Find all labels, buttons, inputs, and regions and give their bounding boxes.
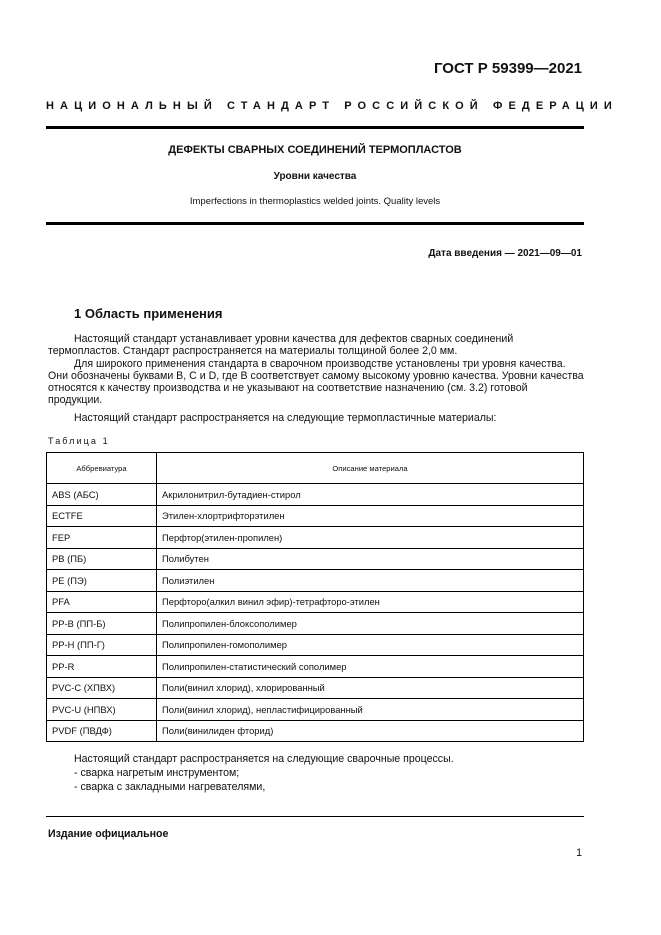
- footer-rule: [46, 816, 584, 817]
- processes-intro-text: Настоящий стандарт распространяется на следующие сварочные процессы.: [74, 753, 454, 765]
- document-title: ДЕФЕКТЫ СВАРНЫХ СОЕДИНЕНИЙ ТЕРМОПЛАСТОВ: [168, 144, 462, 156]
- table-row: [47, 591, 584, 613]
- page-number: 1: [576, 847, 582, 859]
- table-row: [47, 527, 584, 549]
- paragraph-scope-1: [48, 333, 584, 357]
- list-item: [48, 780, 454, 794]
- cell-description: Поли(винил хлорид), непластифицированный: [157, 699, 584, 721]
- table-header-row: [47, 453, 584, 484]
- paragraph-text: Настоящий стандарт распространяется на следующие термопластичные материалы:: [74, 412, 497, 424]
- list-item-text: - сварка с закладными нагревателями,: [74, 781, 266, 793]
- cell-abbreviation: PVC-U (НПВХ): [47, 699, 157, 721]
- table-row: [47, 613, 584, 635]
- standard-number: ГОСТ Р 59399—2021: [433, 60, 582, 77]
- cell-description: Этилен-хлортрифторэтилен: [157, 505, 584, 527]
- document-subtitle: Уровни качества: [273, 171, 357, 182]
- table-row: [47, 548, 584, 570]
- header-rule-top: [46, 126, 584, 129]
- national-standard-header: НАЦИОНАЛЬНЫЙ СТАНДАРТ РОССИЙСКОЙ ФЕДЕРАЦИИ: [46, 100, 618, 112]
- table-row: [47, 570, 584, 592]
- header-rule-bottom: [46, 222, 584, 225]
- header-abbreviation: Аббревиатура: [47, 453, 157, 484]
- section-heading: 1 Область применения: [74, 306, 223, 321]
- cell-description: Перфторо(алкил винил эфир)-тетрафторо-этилен: [157, 591, 584, 613]
- table-row: [47, 505, 584, 527]
- paragraph-scope-2: [48, 358, 584, 406]
- paragraph-text: Для широкого применения стандарта в сварочном производстве установлены три уровня качества. Они обозначены буквами B, C и D, где B соответствует самому высокому уровню качества. Уровни качества относятся к качеству производства и не указывают на соответствие назначению (см. 3.2) готовой продукции.: [48, 358, 584, 406]
- processes-intro: [48, 752, 454, 766]
- cell-abbreviation: PVDF (ПВДФ): [47, 720, 157, 742]
- header-description: Описание материала: [157, 453, 584, 484]
- table-row: [47, 484, 584, 506]
- cell-abbreviation: PP-H (ПП-Г): [47, 634, 157, 656]
- table-row: [47, 677, 584, 699]
- welding-processes-block: [48, 752, 454, 794]
- cell-abbreviation: PP-R: [47, 656, 157, 678]
- table-row: [47, 720, 584, 742]
- table-row: [47, 699, 584, 721]
- cell-description: Акрилонитрил-бутадиен-стирол: [157, 484, 584, 506]
- table-caption: Таблица 1: [48, 436, 110, 446]
- list-item-text: - сварка нагретым инструментом;: [74, 767, 240, 779]
- materials-table: [46, 452, 584, 742]
- cell-abbreviation: PVC-C (ХПВХ): [47, 677, 157, 699]
- cell-description: Перфтор(этилен-пропилен): [157, 527, 584, 549]
- paragraph-scope-3: [48, 412, 584, 424]
- cell-abbreviation: PE (ПЭ): [47, 570, 157, 592]
- cell-description: Поли(винил хлорид), хлорированный: [157, 677, 584, 699]
- introduction-date: Дата введения — 2021—09—01: [428, 248, 582, 259]
- cell-abbreviation: ABS (АБС): [47, 484, 157, 506]
- cell-description: Полибутен: [157, 548, 584, 570]
- cell-abbreviation: FEP: [47, 527, 157, 549]
- cell-description: Полипропилен-статистический сополимер: [157, 656, 584, 678]
- list-item: [48, 766, 454, 780]
- cell-description: Полиэтилен: [157, 570, 584, 592]
- cell-abbreviation: PB (ПБ): [47, 548, 157, 570]
- table-row: [47, 656, 584, 678]
- cell-abbreviation: PFA: [47, 591, 157, 613]
- document-english-title: Imperfections in thermoplastics welded joints. Quality levels: [189, 196, 441, 207]
- cell-description: Полипропилен-блоксополимер: [157, 613, 584, 635]
- cell-abbreviation: ECTFE: [47, 505, 157, 527]
- cell-abbreviation: PP-B (ПП-Б): [47, 613, 157, 635]
- paragraph-text: Настоящий стандарт устанавливает уровни качества для дефектов сварных соединений термопластов. Стандарт распространяется на материалы толщиной более 2,0 мм.: [48, 333, 514, 357]
- table-row: [47, 634, 584, 656]
- cell-description: Поли(винилиден фторид): [157, 720, 584, 742]
- official-edition-label: Издание официальное: [48, 828, 169, 840]
- cell-description: Полипропилен-гомополимер: [157, 634, 584, 656]
